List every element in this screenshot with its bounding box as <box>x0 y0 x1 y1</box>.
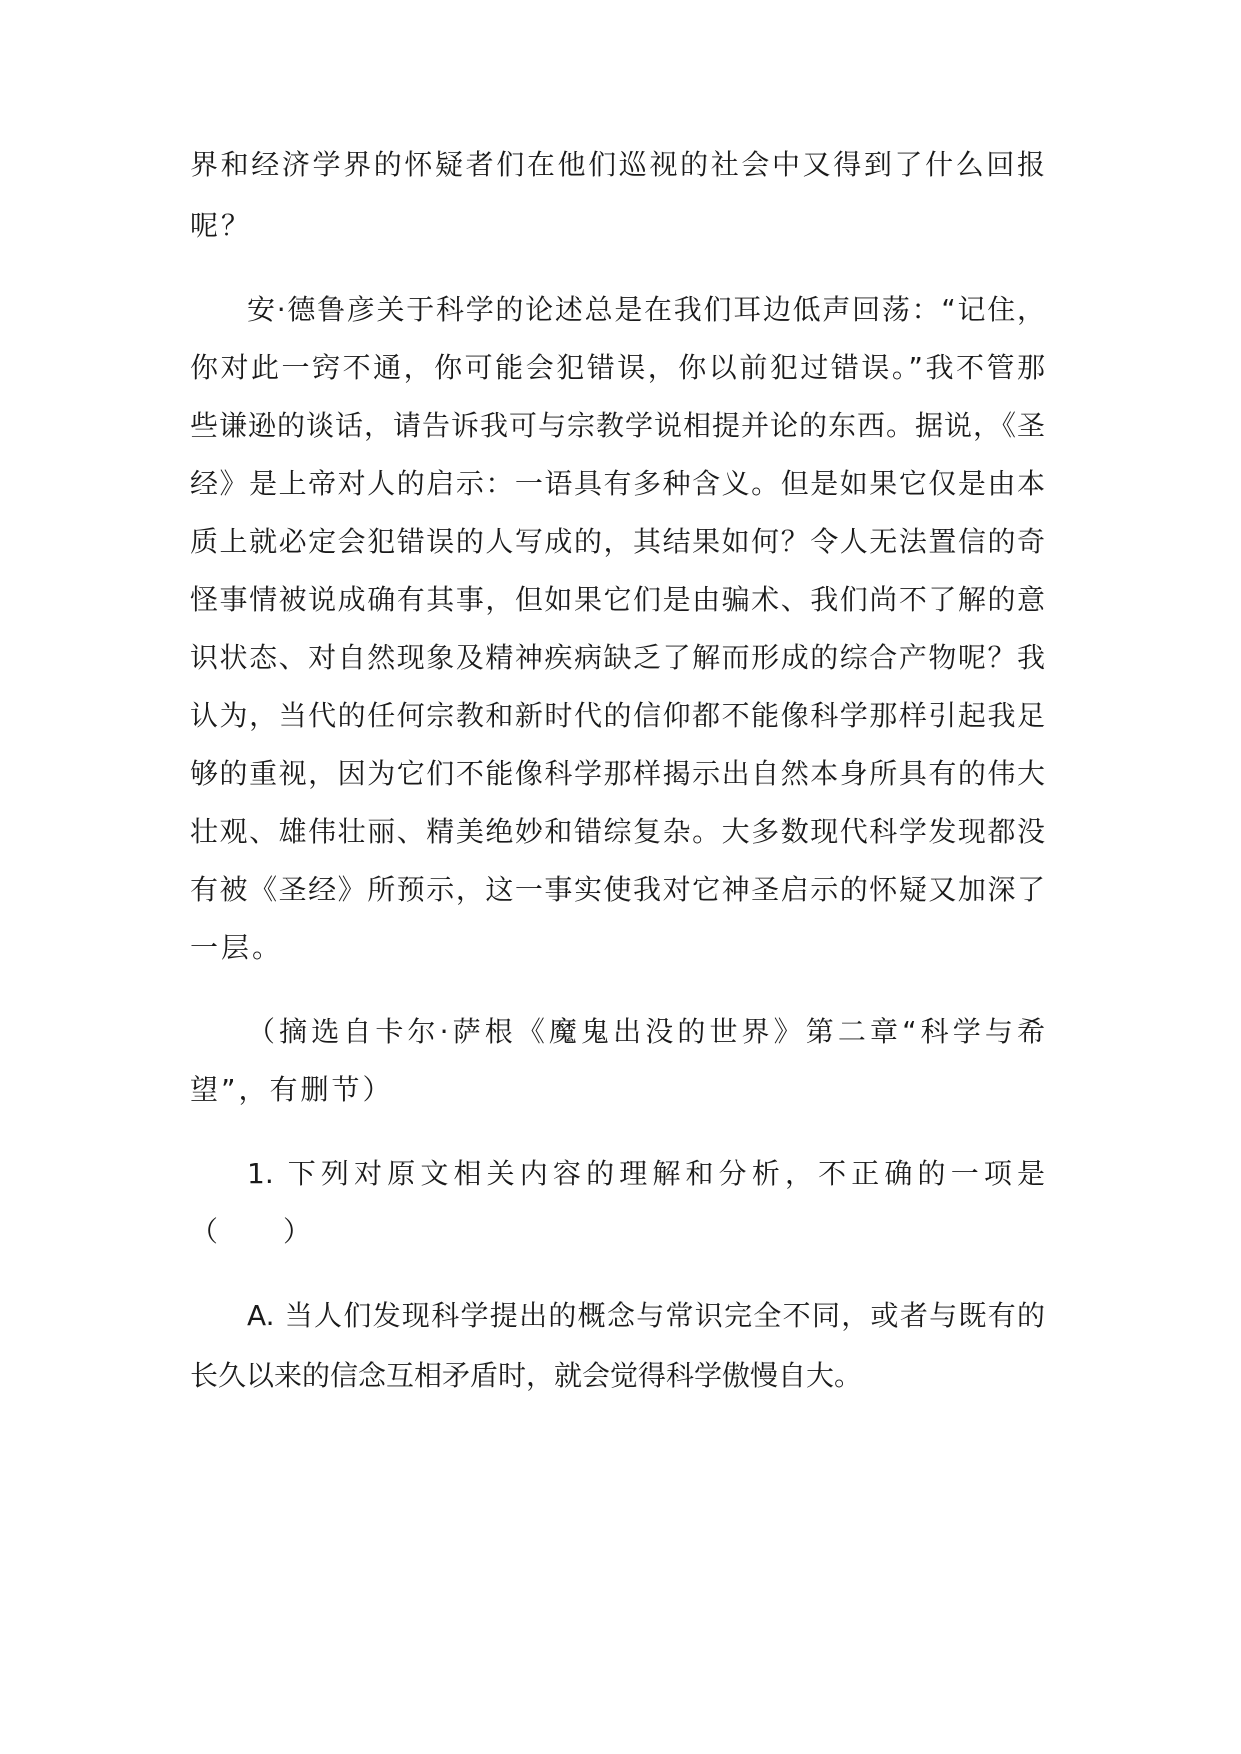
paragraph-main-line-7: 识状态、对自然现象及精神疾病缺乏了解而形成的综合产物呢？我 <box>190 641 1045 674</box>
paragraph-main-line-3: 些谦逊的谈话，请告诉我可与宗教学说相提并论的东西。据说，《圣 <box>190 409 1045 442</box>
paragraph-main-line-9: 够的重视，因为它们不能像科学那样揭示出自然本身所具有的伟大 <box>190 757 1045 790</box>
paragraph-main-line-6: 怪事情被说成确有其事，但如果它们是由骗术、我们尚不了解的意 <box>190 583 1045 616</box>
paragraph-main-line-5: 质上就必定会犯错误的人写成的，其结果如何？令人无法置信的奇 <box>190 525 1045 558</box>
paragraph-main-line-10: 壮观、雄伟壮丽、精美绝妙和错综复杂。大多数现代科学发现都没 <box>190 815 1045 848</box>
question-1-stem-line-1: 1. 下列对原文相关内容的理解和分析，不正确的一项是 <box>247 1157 1045 1190</box>
paragraph-main-line-1: 安·德鲁彦关于科学的论述总是在我们耳边低声回荡：“记住， <box>247 293 1045 326</box>
question-1-option-a-line-1: A. 当人们发现科学提出的概念与常识完全不同，或者与既有的 <box>247 1299 1045 1332</box>
question-1-option-a-line-2: 长久以来的信念互相矛盾时，就会觉得科学傲慢自大。 <box>190 1359 863 1392</box>
paragraph-continued-line-2: 呢？ <box>190 209 253 242</box>
paragraph-main-line-2: 你对此一窍不通，你可能会犯错误，你以前犯过错误。”我不管那 <box>190 351 1045 384</box>
paragraph-continued-line-1: 界和经济学界的怀疑者们在他们巡视的社会中又得到了什么回报 <box>190 148 1045 181</box>
paragraph-main-line-11: 有被《圣经》所预示，这一事实使我对它神圣启示的怀疑又加深了 <box>190 873 1045 906</box>
source-note-line-1: （摘选自卡尔·萨根《魔鬼出没的世界》第二章“科学与希 <box>247 1015 1045 1048</box>
paragraph-main-line-8: 认为，当代的任何宗教和新时代的信仰都不能像科学那样引起我足 <box>190 699 1045 732</box>
paragraph-main-line-12: 一层。 <box>190 931 284 964</box>
question-1-answer-blank: （ ） <box>190 1215 315 1248</box>
source-note-line-2: 望”，有删节） <box>190 1073 394 1106</box>
paragraph-main-line-4: 经》是上帝对人的启示：一语具有多种含义。但是如果它仅是由本 <box>190 467 1045 500</box>
